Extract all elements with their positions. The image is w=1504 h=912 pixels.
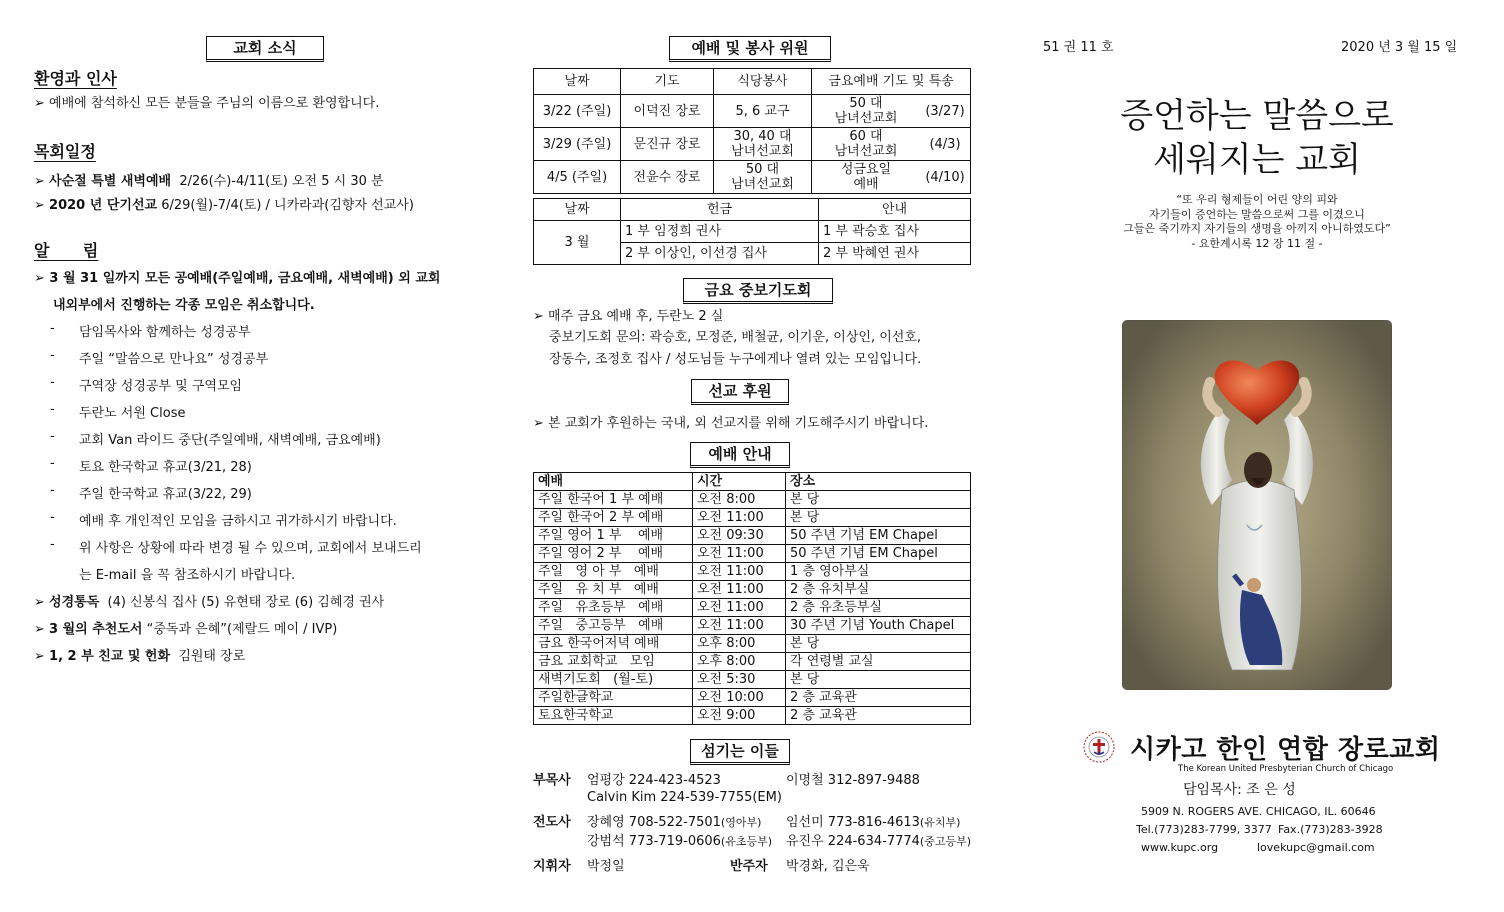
service-name: 토요한국학교	[534, 707, 693, 725]
services-header: 예배	[534, 473, 693, 491]
service-place: 50 주년 기념 EM Chapel	[786, 545, 971, 563]
mission-text: ➢ 본 교회가 후원하는 국내, 외 선교지를 위해 기도해주시기 바랍니다.	[533, 416, 929, 431]
service-place: 2 층 유초등부실	[786, 599, 971, 617]
worship-duty-title: 예배 및 봉사 위원	[669, 36, 831, 62]
senior-pastor: 담임목사: 조 은 성	[1183, 782, 1296, 798]
church-address: 5909 N. ROGERS AVE. CHICAGO, IL. 60646	[1141, 805, 1376, 818]
service-time: 오전 5:30	[693, 671, 786, 689]
church-tel: Tel.(773)283-7799, 3377	[1136, 823, 1272, 836]
staff-entry: 장혜영 708-522-7501(영아부)	[587, 815, 762, 830]
duty-row: 3/22 (주일) 이덕진 장로 5, 6 교구 50 대 남녀선교회 (3/27)	[534, 95, 971, 128]
scripture-quote: “또 우리 형제들이 어린 양의 피와 자기들이 증언하는 말씀으로써 그를 이겼으니 그들은 죽기까지 자기들의 생명을 아끼지 아니하였도다” - 요한계시록 12 장 11 절 -	[1123, 193, 1391, 250]
friday-prayer-line: 장동수, 조정호 집사 / 성도님들 누구에게나 열려 있는 모임입니다.	[549, 352, 922, 367]
church-website[interactable]: www.kupc.org	[1141, 841, 1219, 854]
service-name: 주일 영 아 부 예배	[534, 563, 693, 581]
offering-header: 헌금	[621, 199, 819, 221]
staff-entry: 엄평강 224-423-4523	[587, 773, 721, 788]
service-name: 주일 한국어 2 부 예배	[534, 509, 693, 527]
staff-label: 전도사	[533, 815, 571, 830]
service-time: 오전 11:00	[693, 509, 786, 527]
services-table	[533, 472, 971, 725]
church-fax: Fax.(773)283-3928	[1278, 823, 1383, 836]
service-row	[534, 671, 971, 689]
service-place: 2 층 교육관	[786, 689, 971, 707]
offering-header: 날짜	[534, 199, 621, 221]
service-row	[534, 635, 971, 653]
staff-entry: 박경화, 김은욱	[786, 859, 870, 874]
service-time: 오후 8:00	[693, 653, 786, 671]
service-time: 오전 11:00	[693, 563, 786, 581]
church-news-title: 교회 소식	[206, 36, 324, 62]
mission-title: 선교 후원	[691, 379, 789, 405]
church-name: 시카고 한인 연합 장로교회	[1130, 735, 1441, 765]
service-place: 2 층 교육관	[786, 707, 971, 725]
service-time: 오후 8:00	[693, 635, 786, 653]
church-english-name: The Korean United Presbyterian Church of Chicago	[1178, 764, 1394, 774]
service-place: 본 당	[786, 671, 971, 689]
offering-row: 3 월 1 부 임정희 권사 1 부 곽승호 집사	[534, 221, 971, 243]
staff-entry: 임선미 773-816-4613(유치부)	[786, 815, 961, 830]
service-row	[534, 617, 971, 635]
service-time: 오전 10:00	[693, 689, 786, 707]
service-name: 주일 영어 2 부 예배	[534, 545, 693, 563]
duty-header: 기도	[621, 69, 714, 95]
staff-entry: Calvin Kim 224-539-7755(EM)	[587, 790, 782, 805]
services-header: 장소	[786, 473, 971, 491]
extra-item: ➢ 성경통독 (4) 신봉식 집사 (5) 유현태 장로 (6) 김혜경 권사	[34, 595, 385, 610]
service-row	[534, 707, 971, 725]
schedule-heading: 목회일정	[34, 142, 96, 161]
bulletin-date: 2020 년 3 월 15 일	[1341, 40, 1458, 55]
service-row	[534, 509, 971, 527]
offering-header: 안내	[819, 199, 971, 221]
service-time: 오전 11:00	[693, 599, 786, 617]
notice-main-cont: 내외부에서 진행하는 각종 모임은 취소합니다.	[53, 298, 315, 313]
notices-heading: 알 림	[34, 241, 99, 260]
staff-entry: 이명철 312-897-9488	[786, 773, 920, 788]
service-time: 오전 11:00	[693, 581, 786, 599]
schedule-item: ➢ 사순절 특별 새벽예배 2/26(수)-4/11(토) 오전 5 시 30 분	[34, 174, 384, 189]
friday-prayer-title: 금요 중보기도회	[683, 278, 833, 304]
service-row	[534, 527, 971, 545]
service-place: 본 당	[786, 491, 971, 509]
church-seal-icon	[1082, 730, 1116, 764]
service-row	[534, 581, 971, 599]
service-place: 본 당	[786, 635, 971, 653]
service-name: 주일 유 치 부 예배	[534, 581, 693, 599]
service-row	[534, 653, 971, 671]
duty-table	[533, 68, 971, 194]
welcome-text: ➢ 예배에 참석하신 모든 분들을 주님의 이름으로 환영합니다.	[34, 96, 380, 111]
service-name: 금요 교회학교 모임	[534, 653, 693, 671]
staff-entry: 유진우 224-634-7774(중고등부)	[786, 834, 971, 849]
services-title: 예배 안내	[690, 442, 790, 468]
staff-label: 지휘자	[533, 859, 571, 874]
staff-entry: 박정일	[587, 859, 625, 874]
schedule-item: ➢ 2020 년 단기선교 6/29(월)-7/4(토) / 니카라과(김향자 선교사)	[34, 198, 414, 213]
service-row	[534, 689, 971, 707]
service-row	[534, 545, 971, 563]
extra-item: ➢ 3 월의 추천도서 “중독과 은혜”(제랄드 메이 / IVP)	[34, 622, 338, 637]
staff-label: 반주자	[730, 859, 768, 874]
notice-dash-cont: 는 E-mail 을 꼭 참조하시기 바랍니다.	[79, 568, 296, 583]
services-header: 시간	[693, 473, 786, 491]
service-time: 오전 09:30	[693, 527, 786, 545]
service-time: 오전 11:00	[693, 617, 786, 635]
service-place: 30 주년 기념 Youth Chapel	[786, 617, 971, 635]
service-place: 1 층 영아부실	[786, 563, 971, 581]
volume-number: 51 권 11 호	[1043, 40, 1114, 55]
service-time: 오전 11:00	[693, 545, 786, 563]
staff-entry: 강범석 773-719-0606(유초등부)	[587, 834, 772, 849]
service-name: 주일한글학교	[534, 689, 693, 707]
sermon-title: 증언하는 말씀으로 세워지는 교회	[1120, 96, 1394, 180]
welcome-heading: 환영과 인사	[34, 69, 117, 88]
service-place: 각 연령별 교실	[786, 653, 971, 671]
service-name: 주일 한국어 1 부 예배	[534, 491, 693, 509]
service-place: 50 주년 기념 EM Chapel	[786, 527, 971, 545]
service-time: 오전 8:00	[693, 491, 786, 509]
service-name: 금요 한국어저녁 예배	[534, 635, 693, 653]
service-name: 새벽기도회 (월-토)	[534, 671, 693, 689]
notice-main: ➢ 3 월 31 일까지 모든 공예배(주일예배, 금요예배, 새벽예배) 외 교회	[34, 271, 441, 286]
duty-row: 3/29 (주일) 문진규 장로 30, 40 대 남녀선교회 60 대 남녀선교회 (4/3)	[534, 128, 971, 161]
friday-prayer-line: ➢ 매주 금요 예배 후, 두란노 2 실	[533, 309, 724, 324]
extra-item: ➢ 1, 2 부 친교 및 헌화 김원태 장로	[34, 649, 246, 664]
service-name: 주일 유초등부 예배	[534, 599, 693, 617]
friday-prayer-line: 중보기도회 문의: 곽승호, 모정준, 배철균, 이기운, 이상인, 이선호,	[549, 330, 922, 345]
service-row	[534, 491, 971, 509]
church-email[interactable]: lovekupc@gmail.com	[1257, 841, 1375, 854]
offering-row: 2 부 이상인, 이선경 집사 2 부 박혜연 권사	[534, 243, 971, 265]
duty-row: 4/5 (주일) 전윤수 장로 50 대 남녀선교회 성금요일 예배 (4/10)	[534, 161, 971, 194]
cover-illustration	[1122, 320, 1392, 690]
duty-header: 금요예배 기도 및 특송	[812, 69, 971, 95]
service-row	[534, 563, 971, 581]
staff-label: 부목사	[533, 773, 571, 788]
service-row	[534, 599, 971, 617]
service-place: 본 당	[786, 509, 971, 527]
offering-table	[533, 198, 971, 265]
service-time: 오전 9:00	[693, 707, 786, 725]
staff-title: 섬기는 이들	[690, 739, 790, 765]
duty-header: 식당봉사	[714, 69, 812, 95]
duty-header: 날짜	[534, 69, 621, 95]
service-place: 2 층 유치부실	[786, 581, 971, 599]
service-name: 주일 영어 1 부 예배	[534, 527, 693, 545]
service-name: 주일 중고등부 예배	[534, 617, 693, 635]
